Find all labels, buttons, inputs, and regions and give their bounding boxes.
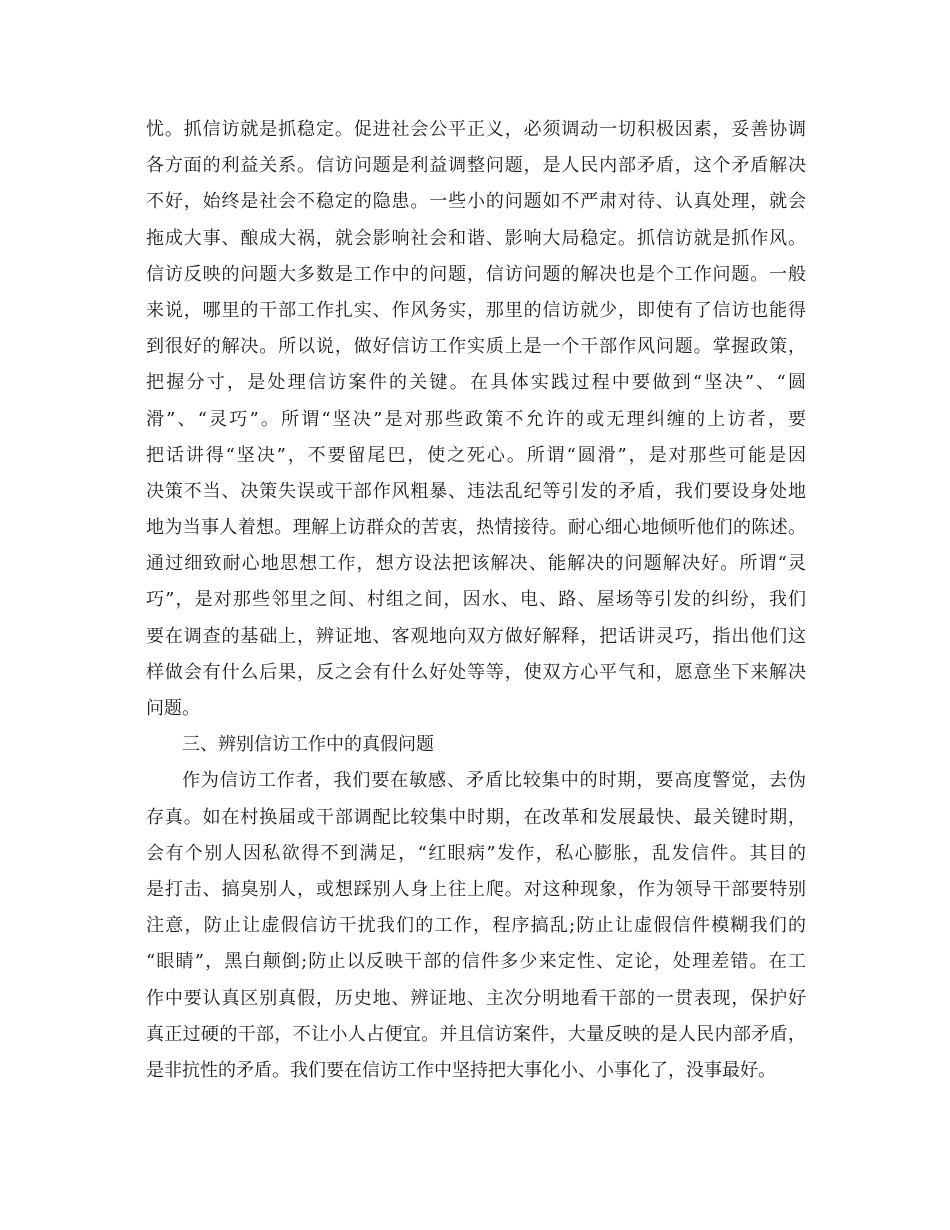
text-line: 是打击、搞臭别人，或想踩别人身上往上爬。对这种现象，作为领导干部要特别	[146, 878, 806, 900]
text-line: 把话讲得“坚决”，不要留尾巴，使之死心。所谓“圆滑”，是对那些可能是因	[146, 444, 806, 466]
text-line: 要在调查的基础上，辨证地、客观地向双方做好解释，把话讲灵巧，指出他们这	[146, 625, 806, 647]
text-line: 会有个别人因私欲得不到满足，“红眼病”发作，私心膨胀，乱发信件。其目的	[146, 842, 806, 864]
text-line: 滑”、“灵巧”。所谓“坚决”是对那些政策不允许的或无理纠缠的上访者，要	[146, 408, 806, 430]
text-line: 作为信访工作者，我们要在敏感、矛盾比较集中的时期，要高度警觉，去伪	[182, 770, 806, 792]
text-line: 存真。如在村换届或干部调配比较集中时期，在改革和发展最快、最关键时期，	[146, 806, 806, 828]
text-line: 注意，防止让虚假信访干扰我们的工作，程序搞乱;防止让虚假信件模糊我们的	[146, 915, 806, 937]
body-paragraph-1	[146, 112, 806, 727]
body-paragraph-2	[146, 763, 806, 1089]
text-line: 作中要认真区别真假，历史地、辨证地、主次分明地看干部的一贯表现，保护好	[146, 987, 806, 1009]
text-line: 通过细致耐心地思想工作，想方设法把该解决、能解决的问题解决好。所谓“灵	[146, 553, 806, 575]
text-line: 是非抗性的矛盾。我们要在信访工作中坚持把大事化小、小事化了，没事最好。	[146, 1059, 776, 1081]
text-line: 拖成大事、酿成大祸，就会影响社会和谐、影响大局稳定。抓信访就是抓作风。	[146, 227, 806, 249]
text-line: 把握分寸，是处理信访案件的关键。在具体实践过程中要做到“坚决”、“圆	[146, 372, 806, 394]
text-line: 来说，哪里的干部工作扎实、作风务实，那里的信访就少，即使有了信访也能得	[146, 299, 806, 321]
text-line: 不好，始终是社会不稳定的隐患。一些小的问题如不严肃对待、认真处理，就会	[146, 191, 806, 213]
text-line: 问题。	[146, 698, 200, 719]
text-line: 决策不当、决策失误或干部作风粗暴、违法乱纪等引发的矛盾，我们要设身处地	[146, 480, 806, 502]
section-heading: 三、辨别信访工作中的真假问题	[182, 734, 434, 756]
text-line: 样做会有什么后果，反之会有什么好处等等，使双方心平气和，愿意坐下来解决	[146, 661, 806, 683]
text-line: 忧。抓信访就是抓稳定。促进社会公平正义，必须调动一切积极因素，妥善协调	[146, 119, 806, 140]
text-line: 地为当事人着想。理解上访群众的苦衷，热情接待。耐心细心地倾听他们的陈述。	[146, 517, 806, 539]
text-line: 真正过硬的干部，不让小人占便宜。并且信访案件，大量反映的是人民内部矛盾，	[146, 1023, 806, 1045]
text-line: 信访反映的问题大多数是工作中的问题，信访问题的解决也是个工作问题。一般	[146, 263, 806, 285]
text-line: 各方面的利益关系。信访问题是利益调整问题，是人民内部矛盾，这个矛盾解决	[146, 155, 806, 177]
text-line: “眼睛”，黑白颠倒;防止以反映干部的信件多少来定性、定论，处理差错。在工	[146, 951, 806, 973]
text-line: 巧”，是对那些邻里之间、村组之间，因水、电、路、屋场等引发的纠纷，我们	[146, 589, 806, 611]
document-page	[146, 112, 806, 1089]
text-line: 到很好的解决。所以说，做好信访工作实质上是一个干部作风问题。掌握政策，	[146, 336, 806, 358]
